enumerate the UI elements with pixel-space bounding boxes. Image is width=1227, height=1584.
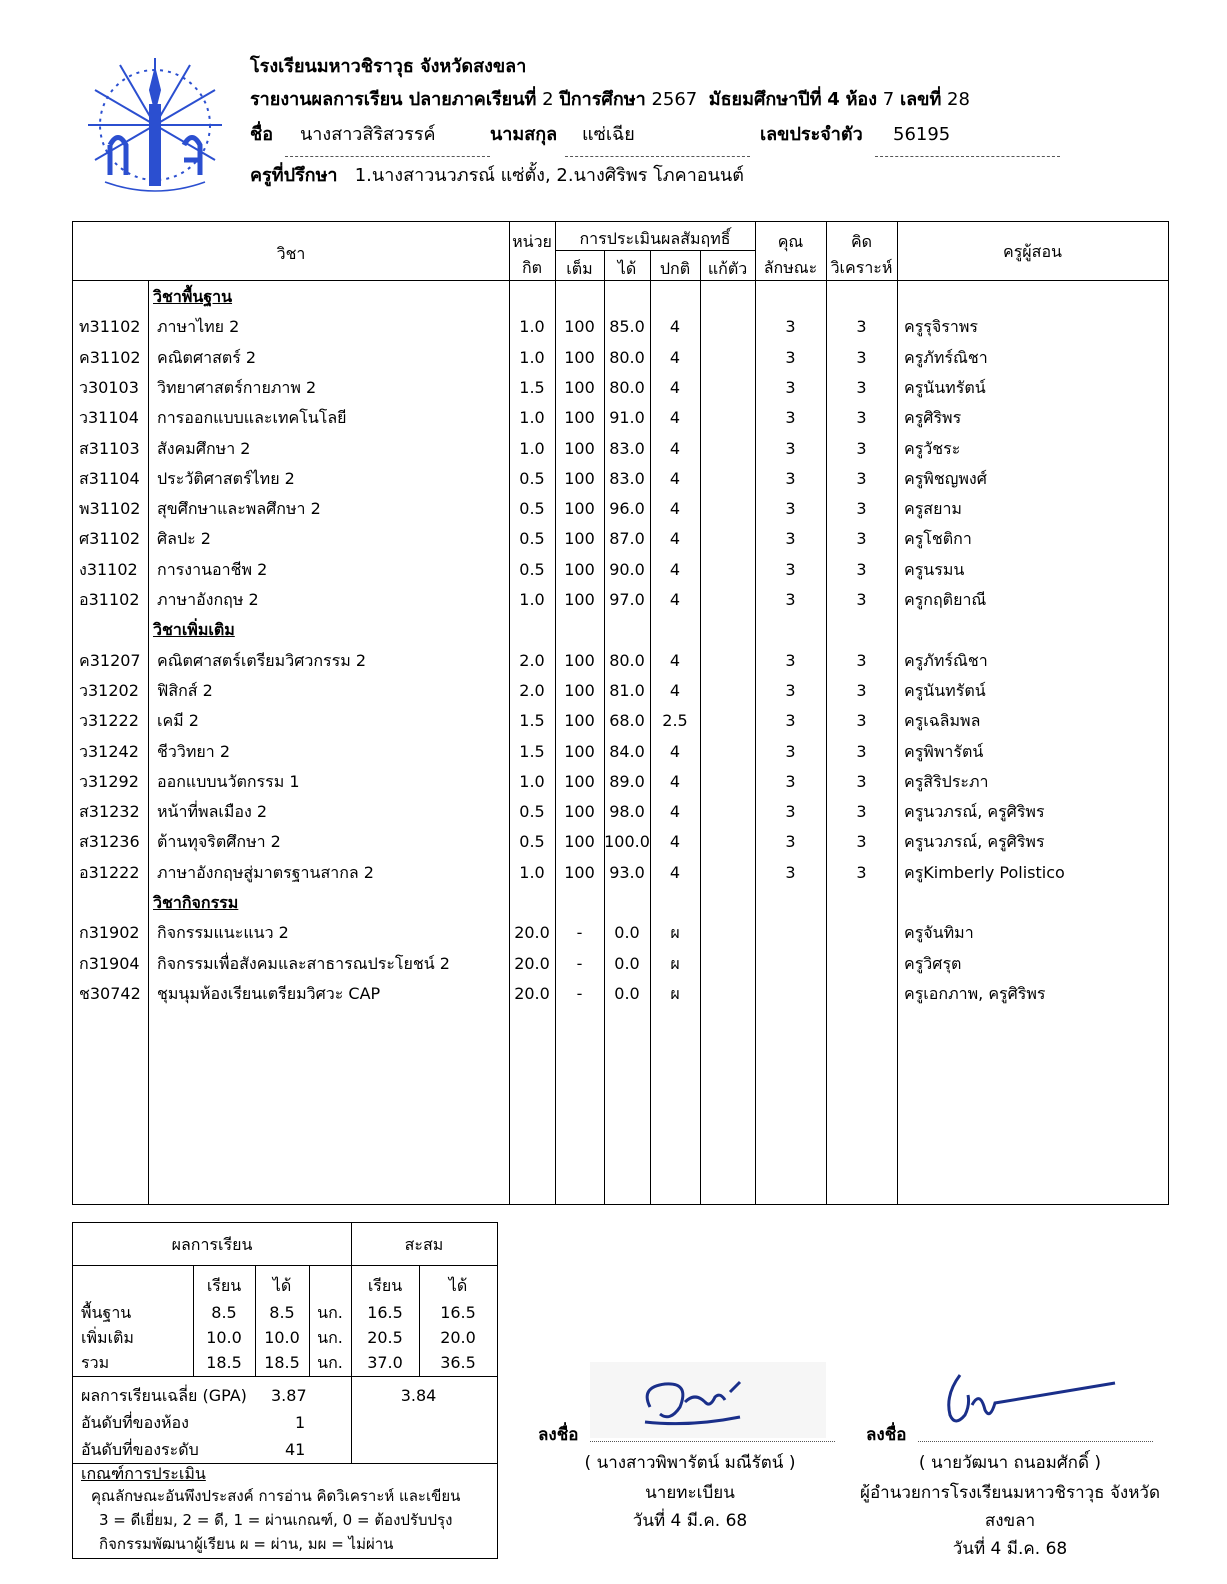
summary-acc-got: 16.5 — [440, 1303, 476, 1322]
cell-credit: 2.0 — [519, 680, 545, 700]
cell-subject-name: สังคมศึกษา 2 — [157, 438, 251, 458]
cell-teacher: ครูนันทรัตน์ — [904, 680, 986, 700]
cell-full-score: 100 — [564, 771, 595, 791]
summary-unit: นก. — [317, 1353, 343, 1372]
header-analysis-line1: คิด — [850, 232, 873, 251]
year-label: ปีการศึกษา — [559, 89, 646, 110]
cell-grade: ผ — [670, 983, 680, 1003]
summary-acc-study: 37.0 — [367, 1353, 403, 1372]
cell-teacher: ครูศิริพร — [904, 408, 962, 428]
cell-characteristic: 3 — [785, 408, 796, 428]
cell-credit: 1.0 — [519, 771, 545, 791]
header-fix: แก้ตัว — [707, 259, 748, 278]
rank-level-label: อันดับที่ของระดับ — [81, 1440, 199, 1459]
cell-credit: 0.5 — [519, 499, 545, 519]
gpa-accum-value: 3.84 — [400, 1386, 437, 1405]
cell-got-score: 0.0 — [614, 923, 640, 943]
header-normal: ปกติ — [659, 259, 691, 278]
cell-characteristic: 3 — [785, 438, 796, 458]
cell-subject-name: เคมี 2 — [157, 711, 199, 731]
cell-grade: 4 — [669, 317, 681, 337]
cell-teacher: ครูวิศรุต — [904, 953, 962, 973]
summary-acc-got: 20.0 — [440, 1328, 476, 1347]
cell-characteristic: 3 — [785, 317, 796, 337]
cell-got-score: 91.0 — [609, 408, 645, 428]
cell-got-score: 0.0 — [614, 983, 640, 1003]
cell-teacher: ครูเฉลิมพล — [904, 711, 981, 731]
cell-credit: 1.0 — [519, 347, 545, 367]
cell-subject-name: ภาษาอังกฤษสู่มาตรฐานสากล 2 — [157, 862, 374, 882]
cell-analysis: 3 — [856, 802, 867, 822]
cell-credit: 0.5 — [519, 802, 545, 822]
cell-credit: 2.0 — [519, 650, 545, 670]
cell-credit: 1.0 — [519, 438, 545, 458]
cell-subject-code: ว31292 — [79, 771, 139, 791]
cell-characteristic: 3 — [785, 590, 796, 609]
cell-subject-code: พ31102 — [79, 499, 141, 519]
cell-subject-name: สุขศึกษาและพลศึกษา 2 — [157, 499, 321, 519]
cell-subject-code: ว31242 — [79, 741, 139, 761]
cell-full-score: 100 — [564, 802, 595, 822]
cell-teacher: ครูนวภรณ์, ครูศิริพร — [904, 832, 1045, 852]
cell-credit: 1.5 — [519, 711, 545, 731]
cell-characteristic: 3 — [785, 347, 796, 367]
cell-full-score: 100 — [564, 408, 595, 428]
cell-subject-code: ก31904 — [79, 953, 140, 973]
cell-subject-code: ช30742 — [79, 983, 141, 1003]
cell-characteristic: 3 — [785, 680, 796, 700]
cell-grade: 4 — [669, 499, 681, 519]
summary-got: 18.5 — [264, 1353, 300, 1372]
cell-subject-name: การออกแบบและเทคโนโลยี — [157, 408, 347, 428]
cell-grade: 4 — [669, 590, 681, 609]
cell-teacher: ครูภัทร์ณิชา — [904, 650, 988, 670]
cell-subject-name: ประวัติศาสตร์ไทย 2 — [157, 468, 295, 488]
room-value: 7 — [882, 89, 895, 110]
cell-analysis: 3 — [856, 499, 867, 519]
cell-analysis: 3 — [856, 680, 867, 700]
cell-subject-code: ว30103 — [79, 377, 139, 397]
cell-subject-name: กิจกรรมแนะแนว 2 — [157, 923, 289, 943]
cell-grade: 4 — [669, 529, 681, 549]
report-title — [250, 89, 970, 111]
cell-subject-code: ค31207 — [79, 650, 141, 670]
grade-label: มัธยมศึกษาปีที่ — [708, 89, 822, 110]
cell-got-score: 68.0 — [609, 711, 645, 731]
cell-full-score: 100 — [564, 559, 595, 579]
cell-got-score: 80.0 — [609, 650, 645, 670]
cell-analysis: 3 — [856, 832, 867, 852]
cell-full-score: 100 — [564, 499, 595, 519]
cell-characteristic: 3 — [785, 832, 796, 852]
advisor-row — [250, 165, 744, 187]
header-characteristic-line1: คุณ — [777, 232, 804, 251]
cell-credit: 0.5 — [519, 559, 545, 579]
cell-teacher: ครูจันทิมา — [904, 923, 974, 943]
cell-characteristic: 3 — [785, 862, 796, 882]
cell-got-score: 96.0 — [609, 499, 645, 519]
cell-full-score: 100 — [564, 529, 595, 549]
cell-grade: 4 — [669, 771, 681, 791]
summary-study: 10.0 — [206, 1328, 242, 1347]
cell-analysis: 3 — [856, 468, 867, 488]
cell-subject-code: ค31102 — [79, 347, 141, 367]
cell-grade: 4 — [669, 559, 681, 579]
summary-got-header: ได้ — [272, 1276, 292, 1295]
cell-credit: 0.5 — [519, 832, 545, 852]
cell-got-score: 87.0 — [609, 529, 645, 549]
cell-characteristic: 3 — [785, 650, 796, 670]
criteria-line3: กิจกรรมพัฒนาผู้เรียน ผ = ผ่าน, มผ = ไม่ผ่าน — [99, 1535, 394, 1553]
cell-characteristic: 3 — [785, 711, 796, 731]
cell-subject-code: อ31222 — [79, 862, 140, 882]
summary-unit: นก. — [317, 1303, 343, 1322]
cell-characteristic: 3 — [785, 499, 796, 519]
cell-characteristic: 3 — [785, 741, 796, 761]
cell-analysis: 3 — [856, 711, 867, 731]
student-name: นางสาวสิริสวรรค์ — [300, 124, 436, 145]
cell-teacher: ครูสิริประภา — [904, 771, 989, 791]
term-value: 2 — [542, 89, 554, 110]
cell-subject-name: ศิลปะ 2 — [157, 529, 211, 549]
summary-row-label: พื้นฐาน — [81, 1303, 132, 1322]
cell-analysis: 3 — [856, 408, 867, 428]
cell-subject-name: คณิตศาสตร์เตรียมวิศวกรรม 2 — [157, 650, 367, 670]
cell-analysis: 3 — [856, 771, 867, 791]
cell-characteristic: 3 — [785, 559, 796, 579]
cell-got-score: 85.0 — [609, 317, 645, 337]
registrar-title: นายทะเบียน — [645, 1483, 735, 1503]
cell-subject-code: ส31103 — [79, 438, 140, 458]
director-name: ( นายวัฒนา ถนอมศักดิ์ ) — [918, 1453, 1102, 1473]
year-value: 2567 — [651, 89, 698, 110]
cell-full-score: 100 — [564, 650, 595, 670]
summary-acc-study-header: เรียน — [367, 1276, 403, 1295]
cell-full-score: 100 — [564, 741, 595, 761]
cell-credit: 1.0 — [519, 317, 545, 337]
cell-full-score: - — [576, 953, 583, 973]
cell-credit: 20.0 — [514, 953, 550, 973]
cell-teacher: ครูนรมน — [904, 559, 965, 579]
cell-grade: 4 — [669, 438, 681, 458]
cell-got-score: 100.0 — [604, 832, 650, 852]
summary-got: 8.5 — [269, 1303, 295, 1322]
cell-got-score: 0.0 — [614, 953, 640, 973]
cell-got-score: 98.0 — [609, 802, 645, 822]
cell-subject-name: หน้าที่พลเมือง 2 — [157, 802, 268, 822]
cell-characteristic: 3 — [785, 468, 796, 488]
cell-got-score: 83.0 — [609, 468, 645, 488]
surname-label: นามสกุล — [490, 124, 558, 145]
summary-result-header: ผลการเรียน — [171, 1235, 253, 1254]
cell-grade: 4 — [669, 408, 681, 428]
cell-grade: 4 — [669, 650, 681, 670]
cell-subject-name: กิจกรรมเพื่อสังคมและสาธารณประโยชน์ 2 — [157, 953, 450, 973]
rank-room-value: 1 — [295, 1413, 306, 1432]
header-teacher: ครูผู้สอน — [1003, 242, 1062, 261]
cell-full-score: - — [576, 983, 583, 1003]
cell-subject-code: ง31102 — [79, 559, 138, 579]
cell-subject-code: ก31902 — [79, 923, 140, 943]
cell-credit: 20.0 — [514, 923, 550, 943]
director-date: วันที่ 4 มี.ค. 68 — [952, 1539, 1068, 1559]
cell-subject-name: ฟิสิกส์ 2 — [157, 680, 213, 700]
registrar-signature-image — [590, 1362, 826, 1438]
cell-full-score: 100 — [564, 317, 595, 337]
header-characteristic-line2: ลักษณะ — [763, 258, 818, 277]
cell-subject-name: การงานอาชีพ 2 — [157, 559, 268, 579]
cell-subject-code: ศ31102 — [79, 529, 141, 549]
cell-full-score: 100 — [564, 347, 595, 367]
rank-room-label: อันดับที่ของห้อง — [81, 1413, 189, 1432]
cell-analysis: 3 — [856, 741, 867, 761]
summary-acc-got-header: ได้ — [448, 1276, 468, 1295]
name-label: ชื่อ — [250, 124, 274, 145]
cell-credit: 1.0 — [519, 408, 545, 428]
cell-got-score: 81.0 — [609, 680, 645, 700]
cell-teacher: ครูรุจิราพร — [904, 317, 978, 337]
student-id-label: เลขประจำตัว — [760, 124, 863, 145]
cell-full-score: 100 — [564, 468, 595, 488]
cell-characteristic: 3 — [785, 377, 796, 397]
cell-subject-name: ออกแบบนวัตกรรม 1 — [157, 771, 300, 791]
summary-study: 8.5 — [211, 1303, 237, 1322]
cell-subject-code: ส31236 — [79, 832, 140, 852]
student-id: 56195 — [893, 124, 951, 145]
cell-teacher: ครูนันทรัตน์ — [904, 377, 986, 397]
summary-study-header: เรียน — [206, 1276, 242, 1295]
criteria-title: เกณฑ์การประเมิน — [81, 1464, 206, 1483]
cell-analysis: 3 — [856, 347, 867, 367]
cell-got-score: 80.0 — [609, 377, 645, 397]
cell-grade: 4 — [669, 377, 681, 397]
cell-grade: 4 — [669, 741, 681, 761]
cell-subject-code: อ31102 — [79, 590, 140, 609]
cell-analysis: 3 — [856, 650, 867, 670]
cell-analysis: 3 — [856, 590, 867, 609]
cell-analysis: 3 — [856, 438, 867, 458]
cell-subject-name: วิทยาศาสตร์กายภาพ 2 — [157, 377, 317, 397]
cell-subject-name: ภาษาอังกฤษ 2 — [157, 590, 259, 609]
header-got: ได้ — [617, 259, 637, 278]
cell-got-score: 90.0 — [609, 559, 645, 579]
summary-row-label: รวม — [81, 1353, 110, 1372]
cell-subject-name: ชุมนุมห้องเรียนเตรียมวิศวะ CAP — [157, 983, 381, 1003]
cell-subject-code: ว31202 — [79, 680, 139, 700]
cell-subject-name: คณิตศาสตร์ 2 — [157, 347, 257, 367]
summary-row-label: เพิ่มเติม — [81, 1328, 134, 1347]
director-signature-image — [920, 1365, 1120, 1435]
registrar-sign-label: ลงชื่อ — [538, 1425, 579, 1445]
cell-teacher: ครูนวภรณ์, ครูศิริพร — [904, 802, 1045, 822]
summary-acc-study: 20.5 — [367, 1328, 403, 1347]
header-assessment: การประเมินผลสัมฤทธิ์ — [579, 229, 731, 248]
header-analysis-line2: วิเคราะห์ — [830, 258, 893, 277]
cell-credit: 1.5 — [519, 741, 545, 761]
cell-subject-code: ว31222 — [79, 711, 139, 731]
cell-teacher: ครูวัชระ — [904, 438, 961, 458]
cell-credit: 1.5 — [519, 377, 545, 397]
gpa-value: 3.87 — [271, 1386, 307, 1405]
cell-analysis: 3 — [856, 377, 867, 397]
cell-subject-name: ภาษาไทย 2 — [157, 317, 240, 337]
summary-box — [72, 1222, 498, 1559]
cell-full-score: 100 — [564, 862, 595, 882]
summary-acc-got: 36.5 — [440, 1353, 476, 1372]
cell-credit: 20.0 — [514, 983, 550, 1003]
cell-full-score: 100 — [564, 711, 595, 731]
cell-got-score: 89.0 — [609, 771, 645, 791]
number-label: เลขที่ — [899, 89, 942, 110]
cell-teacher: ครูกฤติยาณี — [904, 590, 987, 609]
cell-grade: 4 — [669, 347, 681, 367]
section-heading: วิชาเพิ่มเติม — [153, 620, 235, 640]
cell-full-score: 100 — [564, 590, 595, 609]
cell-subject-name: ชีววิทยา 2 — [157, 741, 230, 761]
cell-got-score: 84.0 — [609, 741, 645, 761]
summary-got: 10.0 — [264, 1328, 300, 1347]
cell-grade: ผ — [670, 953, 680, 973]
header-full: เต็ม — [566, 259, 593, 278]
cell-analysis: 3 — [856, 559, 867, 579]
header-credit-line1: หน่วย — [512, 232, 552, 251]
cell-subject-name: ต้านทุจริตศึกษา 2 — [157, 832, 281, 852]
summary-acc-study: 16.5 — [367, 1303, 403, 1322]
criteria-line1: คุณลักษณะอันพึงประสงค์ การอ่าน คิดวิเคราะห์ และเขียน — [91, 1487, 461, 1505]
cell-grade: 4 — [669, 468, 681, 488]
cell-grade: 4 — [669, 802, 681, 822]
cell-teacher: ครูเอกภาพ, ครูศิริพร — [904, 983, 1046, 1003]
director-title-line2: สงขลา — [984, 1511, 1036, 1531]
cell-got-score: 83.0 — [609, 438, 645, 458]
cell-teacher: ครูพิพารัตน์ — [904, 741, 984, 761]
section-heading: วิชาพื้นฐาน — [153, 287, 233, 306]
cell-teacher: ครูสยาม — [904, 499, 962, 519]
criteria-line2: 3 = ดีเยี่ยม, 2 = ดี, 1 = ผ่านเกณฑ์, 0 = ต้องปรับปรุง — [99, 1511, 453, 1529]
summary-unit: นก. — [317, 1328, 343, 1347]
cell-teacher: ครูภัทร์ณิชา — [904, 347, 988, 367]
cell-full-score: 100 — [564, 438, 595, 458]
student-surname: แซ่เฉีย — [582, 124, 635, 145]
registrar-date: วันที่ 4 มี.ค. 68 — [632, 1511, 748, 1531]
section-heading: วิชากิจกรรม — [153, 893, 239, 912]
summary-study: 18.5 — [206, 1353, 242, 1372]
cell-grade: 2.5 — [662, 711, 688, 731]
advisor-label: ครูที่ปรึกษา — [250, 165, 338, 186]
cell-characteristic: 3 — [785, 802, 796, 822]
gpa-label: ผลการเรียนเฉลี่ย (GPA) — [81, 1386, 247, 1405]
grades-table — [72, 221, 1169, 1205]
cell-analysis: 3 — [856, 862, 867, 882]
registrar-name: ( นางสาวพิพารัตน์ มณีรัตน์ ) — [584, 1453, 796, 1473]
cell-got-score: 80.0 — [609, 347, 645, 367]
cell-analysis: 3 — [856, 529, 867, 549]
cell-got-score: 93.0 — [609, 862, 645, 882]
cell-characteristic: 3 — [785, 529, 796, 549]
school-logo — [80, 50, 230, 200]
room-label: ห้อง — [845, 89, 878, 110]
school-name: โรงเรียนมหาวชิราวุธ จังหวัดสงขลา — [250, 56, 527, 77]
header-credit-line2: กิต — [521, 258, 543, 277]
director-title-line1: ผู้อำนวยการโรงเรียนมหาวชิราวุธ จังหวัด — [860, 1483, 1160, 1503]
cell-subject-code: ว31104 — [79, 408, 139, 428]
cell-credit: 1.0 — [519, 590, 545, 609]
summary-accum-header: สะสม — [404, 1235, 444, 1254]
cell-credit: 0.5 — [519, 468, 545, 488]
cell-got-score: 97.0 — [609, 590, 645, 609]
grade-value: 4 — [827, 89, 840, 110]
cell-subject-code: ส31232 — [79, 802, 140, 822]
cell-subject-code: ท31102 — [79, 317, 141, 337]
cell-grade: 4 — [669, 862, 681, 882]
advisor-names: 1.นางสาวนวภรณ์ แซ่ตั้ง, 2.นางศิริพร โภคาอนนต์ — [354, 165, 744, 186]
cell-credit: 0.5 — [519, 529, 545, 549]
report-label: รายงานผลการเรียน ปลายภาคเรียนที่ — [250, 89, 537, 110]
cell-full-score: 100 — [564, 680, 595, 700]
cell-teacher: ครูโชติกา — [904, 529, 972, 549]
cell-grade: ผ — [670, 923, 680, 943]
cell-teacher: ครูพิชญพงศ์ — [904, 468, 987, 488]
cell-credit: 1.0 — [519, 862, 545, 882]
cell-grade: 4 — [669, 832, 681, 852]
cell-teacher: ครูKimberly Polistico — [904, 862, 1065, 882]
number-value: 28 — [947, 89, 970, 110]
director-sign-label: ลงชื่อ — [866, 1425, 907, 1445]
cell-full-score: 100 — [564, 832, 595, 852]
cell-full-score: 100 — [564, 377, 595, 397]
header-subject: วิชา — [276, 244, 306, 263]
cell-grade: 4 — [669, 680, 681, 700]
cell-full-score: - — [576, 923, 583, 943]
cell-analysis: 3 — [856, 317, 867, 337]
rank-level-value: 41 — [285, 1440, 306, 1459]
cell-subject-code: ส31104 — [79, 468, 140, 488]
cell-characteristic: 3 — [785, 771, 796, 791]
